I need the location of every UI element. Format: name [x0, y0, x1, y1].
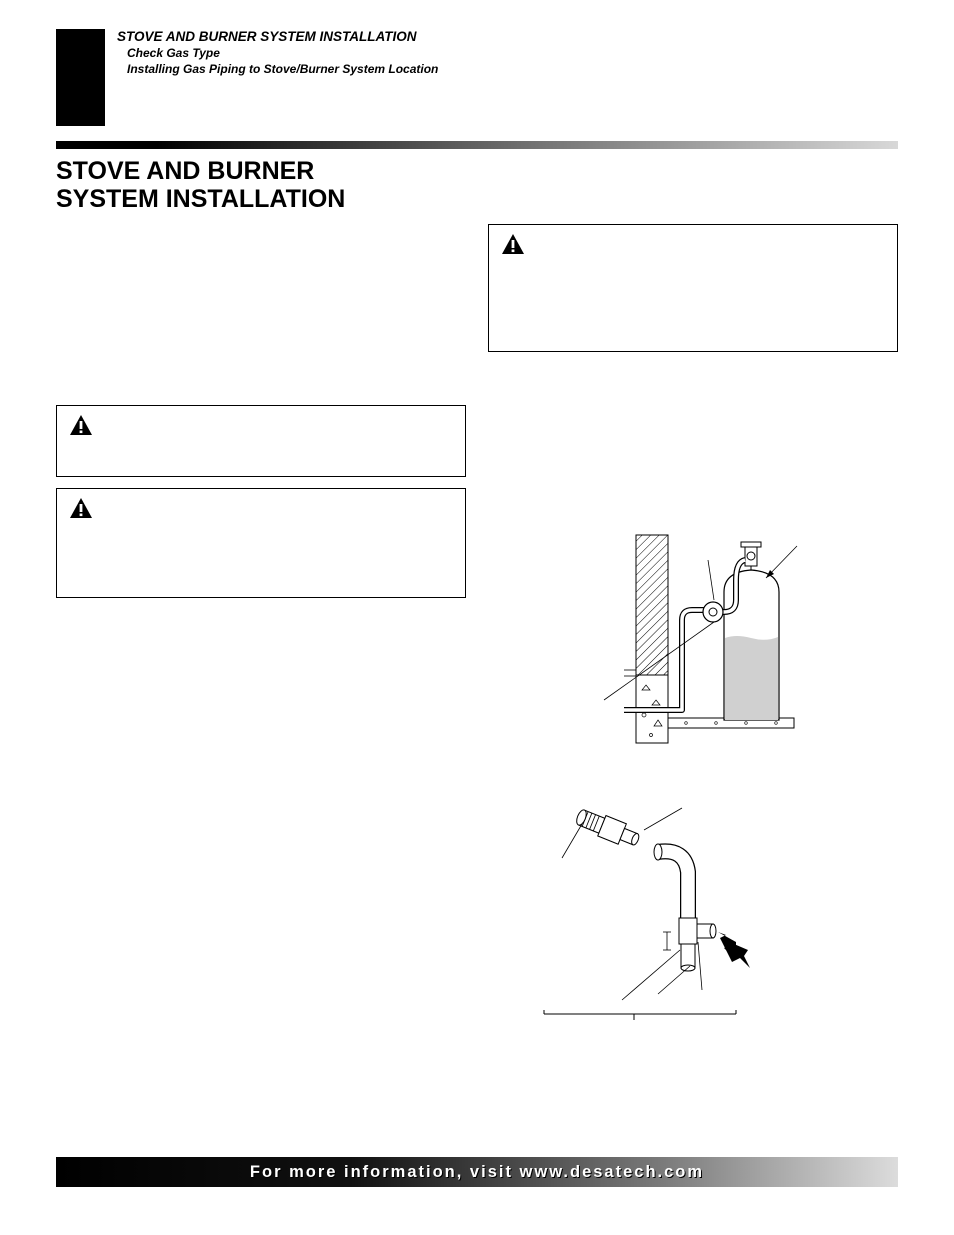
page-title-line1: STOVE AND BURNER: [56, 157, 315, 185]
footer-banner: [56, 1157, 898, 1187]
warning-box-left-2: [56, 488, 466, 598]
drip-leg: [681, 944, 695, 968]
liquid-level: [725, 636, 778, 720]
pipe-tee: [679, 918, 697, 944]
warning-triangle-icon: [69, 497, 93, 519]
wall-section: [636, 535, 668, 675]
header-subtopic-gas-piping: Installing Gas Piping to Stove/Burner System Location: [127, 62, 439, 76]
page-title-line2: SYSTEM INSTALLATION: [56, 185, 346, 213]
warning-triangle-icon: [501, 233, 525, 255]
header-divider-bar: [56, 141, 898, 149]
propane-tank-installation-figure: [596, 530, 806, 746]
page-title: [56, 157, 345, 213]
section-tab-marker: [56, 29, 105, 126]
header-subtopic-check-gas-type: Check Gas Type: [127, 46, 220, 60]
footer-website-text: For more information, visit www.desatech.com: [249, 1162, 705, 1181]
header-section-title: STOVE AND BURNER SYSTEM INSTALLATION: [117, 29, 417, 44]
gas-piping-connection-figure: [540, 800, 760, 1025]
warning-triangle-icon: [69, 414, 93, 436]
warning-box-right: [488, 224, 898, 352]
warning-box-left-1: [56, 405, 466, 477]
